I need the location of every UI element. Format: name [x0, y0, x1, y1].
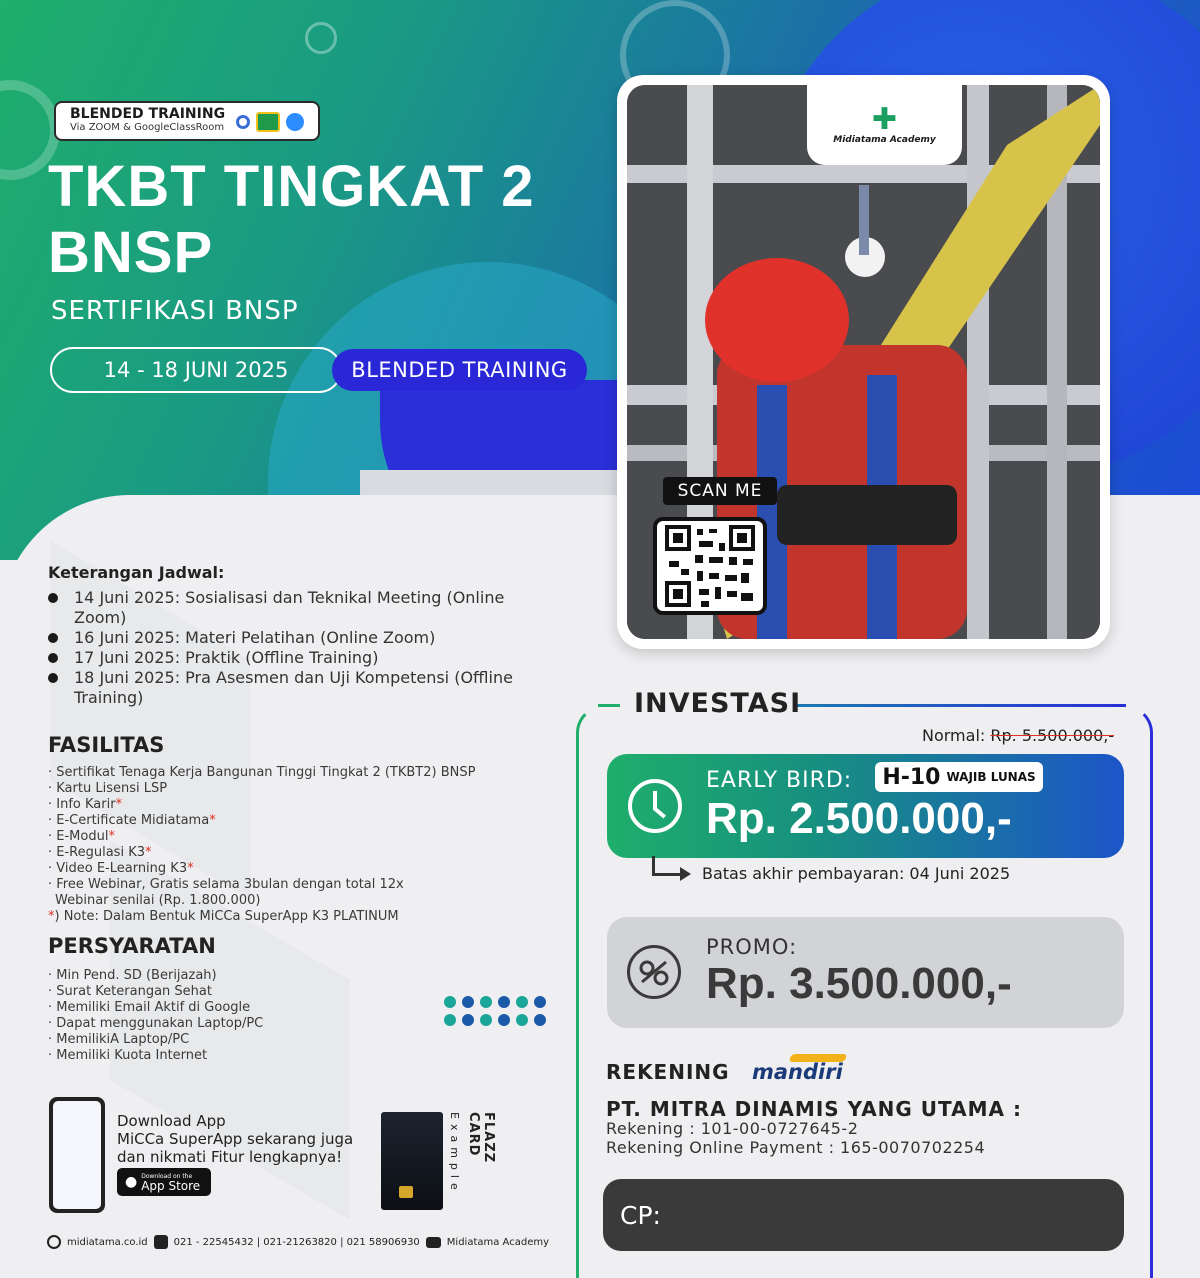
requirement-item: · Memiliki Email Aktif di Google — [48, 1000, 251, 1015]
page-subtitle: SERTIFIKASI BNSP — [51, 296, 299, 326]
app-line-1: Download App — [117, 1112, 226, 1130]
account-number: Rekening : 101-00-0727645-2 — [606, 1119, 859, 1138]
requirement-item: · Memiliki Kuota Internet — [48, 1048, 208, 1063]
requirement-item: · Min Pend. SD (Berijazah) — [48, 968, 217, 983]
app-line-2: MiCCa SuperApp sekarang juga — [117, 1130, 354, 1148]
h10-label: H-10 — [882, 764, 941, 790]
globe-icon — [47, 1235, 61, 1249]
facility-item: Webinar senilai (Rp. 1.800.000) — [55, 893, 261, 908]
date-pill: 14 - 18 JUNI 2025 — [50, 347, 342, 393]
flazz-card-image — [381, 1112, 443, 1210]
qr-code[interactable] — [653, 517, 767, 615]
account-label: REKENING — [606, 1060, 730, 1084]
schedule-list — [48, 588, 518, 708]
requirements-title: PERSYARATAN — [48, 934, 216, 958]
app-store-small-text: Download on the — [141, 1172, 193, 1180]
online-account-number: Rekening Online Payment : 165-0070702254 — [606, 1138, 986, 1157]
discount-icon-shape — [630, 948, 678, 996]
decor-dots — [444, 996, 548, 1026]
facility-item: · E-Modul* — [48, 829, 115, 844]
title-line-2: BNSP — [48, 220, 214, 285]
phone-icon — [154, 1235, 168, 1249]
facility-item: · Free Webinar, Gratis selama 3bulan dengan total 12x — [48, 877, 404, 892]
mode-pill: BLENDED TRAINING — [332, 349, 587, 391]
company-name: PT. MITRA DINAMIS YANG UTAMA : — [606, 1097, 1022, 1121]
early-bird-label: EARLY BIRD: — [706, 768, 853, 793]
schedule-item: 18 Juni 2025: Pra Asesmen dan Uji Kompetensi (Offline Training) — [48, 668, 518, 708]
mandiri-logo: mandiri — [752, 1060, 843, 1084]
h10-badge — [875, 762, 1043, 792]
early-bird-box — [607, 754, 1124, 858]
investment-title: INVESTASI — [634, 688, 802, 719]
facility-item: · Info Karir* — [48, 797, 123, 812]
contact-person-label: CP: — [620, 1200, 661, 1230]
scaffolding-worker-photo — [627, 85, 1100, 639]
app-store-label: App Store — [141, 1178, 201, 1193]
badge-icons — [236, 112, 304, 132]
google-meet-icon — [236, 115, 250, 129]
badge-subtitle: Via ZOOM & GoogleClassRoom — [70, 122, 225, 133]
facility-item: · E-Regulasi K3* — [48, 845, 152, 860]
facility-note: *) Note: Dalam Bentuk MiCCa SuperApp K3 PLATINUM — [48, 909, 399, 924]
schedule-item: 17 Juni 2025: Praktik (Offline Training) — [48, 648, 518, 668]
app-download-text — [117, 1112, 367, 1166]
facility-item: · E-Certificate Midiatama* — [48, 813, 216, 828]
apple-icon: ● — [125, 1174, 138, 1190]
payment-deadline: Batas akhir pembayaran: 04 Juni 2025 — [702, 864, 1011, 883]
contact-person-box — [603, 1179, 1124, 1251]
footer-phones: 021 - 22545432 | 021-21263820 | 021 58906930 — [173, 1236, 420, 1248]
flazz-card-label: FLAZZ CARD — [466, 1112, 496, 1164]
requirement-item: · Dapat menggunakan Laptop/PC — [48, 1016, 264, 1031]
academy-logo-icon: ✚ — [871, 102, 898, 137]
arrow-head-icon — [680, 867, 691, 881]
badge-title: BLENDED TRAINING — [70, 106, 226, 122]
schedule-title: Keterangan Jadwal: — [48, 563, 225, 582]
promo-box — [607, 917, 1124, 1028]
early-bird-price: Rp. 2.500.000,- — [706, 794, 1012, 843]
normal-price-value: Rp. 5.500.000,- — [990, 726, 1115, 745]
frame-line — [796, 704, 1126, 707]
blended-training-badge — [54, 101, 320, 141]
facility-item: · Kartu Lisensi LSP — [48, 781, 168, 796]
google-classroom-icon — [256, 112, 280, 132]
normal-price: Normal: Rp. 5.500.000,- — [922, 726, 1115, 745]
zoom-icon — [286, 113, 304, 131]
card-chip-icon — [399, 1186, 413, 1198]
frame-line — [598, 704, 620, 707]
title-line-1: TKBT TINGKAT 2 — [48, 154, 535, 219]
schedule-item: 14 Juni 2025: Sosialisasi dan Teknikal Meeting (Online Zoom) — [48, 588, 518, 628]
flazz-example-label: Example — [448, 1112, 461, 1195]
footer-youtube[interactable]: Midiatama Academy — [446, 1236, 550, 1248]
facility-item: · Video E-Learning K3* — [48, 861, 194, 876]
academy-logo — [807, 85, 962, 165]
facility-item: · Sertifikat Tenaga Kerja Bangunan Tinggi Tingkat 2 (TKBT2) BNSP — [48, 765, 476, 780]
promo-price: Rp. 3.500.000,- — [706, 959, 1012, 1008]
app-store-button[interactable] — [117, 1168, 211, 1196]
youtube-icon — [426, 1237, 441, 1248]
facilities-title: FASILITAS — [48, 733, 165, 757]
photo-card — [617, 75, 1110, 649]
facilities-list — [48, 765, 518, 925]
requirement-item: · Surat Keterangan Sehat — [48, 984, 212, 999]
scan-me-label: SCAN ME — [663, 477, 777, 505]
qr-code-icon — [657, 521, 763, 611]
decor-ring — [305, 22, 337, 54]
app-line-3: dan nikmati Fitur lengkapnya! — [117, 1148, 343, 1166]
phone-mockup — [49, 1097, 105, 1213]
discount-icon — [627, 945, 681, 999]
schedule-item: 16 Juni 2025: Materi Pelatihan (Online Zoom) — [48, 628, 518, 648]
promo-label: PROMO: — [706, 935, 798, 959]
h10-note: WAJIB LUNAS — [946, 770, 1036, 784]
clock-icon — [628, 779, 682, 833]
academy-logo-text: Midiatama Academy — [833, 135, 936, 145]
footer — [47, 1235, 549, 1249]
page-title — [48, 154, 535, 286]
requirement-item: · MemilikiA Laptop/PC — [48, 1032, 190, 1047]
requirements-list — [48, 968, 488, 1064]
footer-website[interactable]: midiatama.co.id — [67, 1236, 148, 1248]
